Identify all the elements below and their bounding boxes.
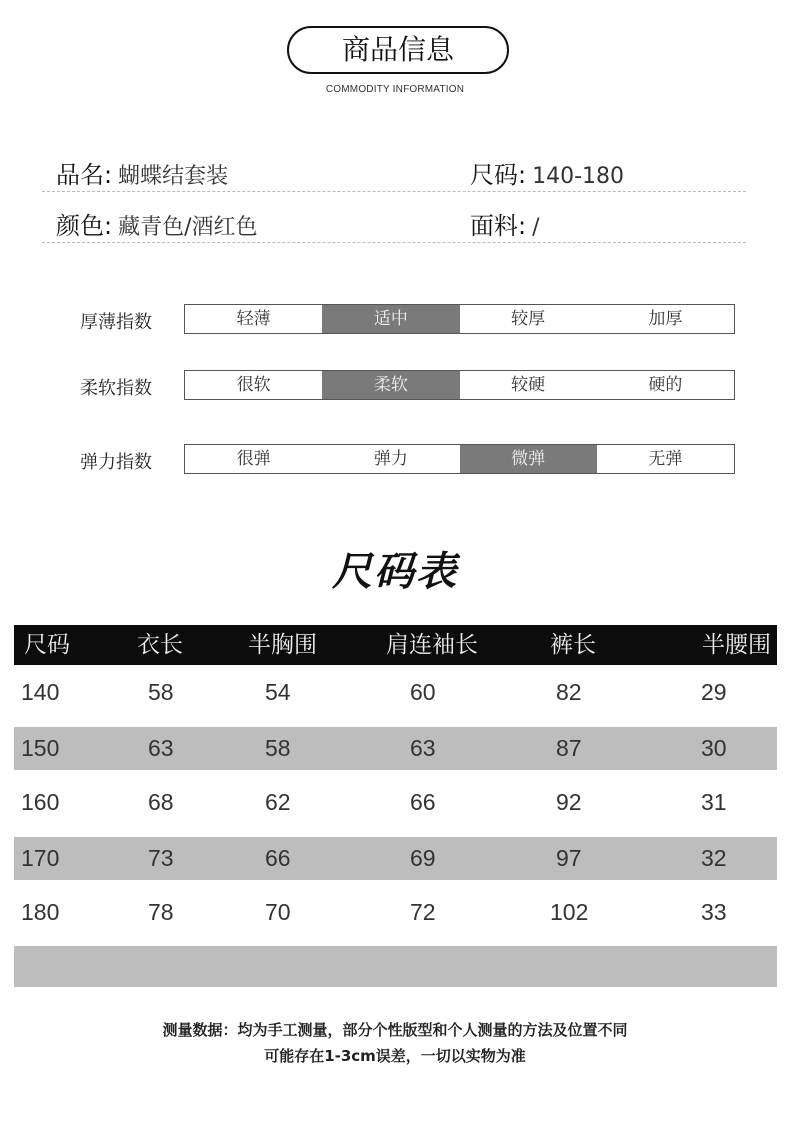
elasticity-option: 微弹 — [460, 445, 597, 473]
product-fabric-value: / — [532, 215, 540, 240]
product-size — [470, 155, 624, 190]
cell-size: 170 — [21, 845, 60, 871]
measurement-note-line2: 可能存在1-3cm误差，一切以实物为准 — [264, 1047, 526, 1065]
section-title-badge — [287, 26, 509, 74]
product-size-value: 140-180 — [532, 164, 625, 189]
table-row — [14, 671, 777, 714]
cell-size: 180 — [21, 899, 60, 925]
cell-pants-length: 97 — [556, 845, 582, 871]
softness-option: 很软 — [236, 375, 271, 395]
thickness-index-scale — [184, 304, 735, 334]
thickness-option: 轻薄 — [236, 309, 271, 329]
softness-index-label: 柔软指数 — [80, 378, 152, 399]
elasticity-index-label: 弹力指数 — [80, 452, 152, 473]
cell-sleeve-length: 60 — [410, 679, 436, 705]
softness-option: 柔软 — [322, 371, 459, 399]
cell-sleeve-length: 69 — [410, 845, 436, 871]
elasticity-option: 弹力 — [373, 449, 408, 469]
product-color-value: 藏青色/酒红色 — [118, 215, 258, 240]
table-row — [14, 837, 777, 880]
cell-length: 68 — [148, 789, 174, 815]
cell-half-chest: 66 — [265, 845, 291, 871]
product-fabric — [470, 206, 540, 241]
product-name-value: 蝴蝶结套装 — [118, 164, 229, 189]
product-name-key: 品名: — [56, 161, 113, 189]
cell-pants-length: 92 — [556, 789, 582, 815]
header-half-chest: 半胸围 — [248, 632, 317, 658]
cell-length: 78 — [148, 899, 174, 925]
cell-half-chest: 58 — [265, 735, 291, 761]
cell-sleeve-length: 72 — [410, 899, 436, 925]
header-length: 衣长 — [137, 632, 183, 658]
softness-index-scale — [184, 370, 735, 400]
cell-sleeve-length: 66 — [410, 789, 436, 815]
size-table-title: 尺码表 — [332, 549, 458, 595]
table-row — [14, 727, 777, 770]
section-title: 商品信息 — [341, 33, 454, 66]
measurement-note-line1: 测量数据：均为手工测量，部分个性版型和个人测量的方法及位置不同 — [162, 1021, 628, 1039]
cell-half-chest: 70 — [265, 899, 291, 925]
header-half-waist: 半腰围 — [702, 632, 771, 658]
header-size: 尺码 — [24, 632, 70, 658]
cell-size: 160 — [21, 789, 60, 815]
cell-half-chest: 54 — [265, 679, 291, 705]
softness-option: 硬的 — [648, 375, 683, 395]
cell-length: 58 — [148, 679, 174, 705]
cell-half-waist: 32 — [701, 845, 727, 871]
info-row-color-fabric — [42, 204, 746, 243]
size-table-header — [14, 625, 777, 665]
thickness-option: 适中 — [322, 305, 459, 333]
cell-half-waist: 33 — [701, 899, 727, 925]
product-color-key: 颜色: — [56, 212, 113, 240]
table-empty-row — [14, 946, 777, 987]
section-subtitle: COMMODITY INFORMATION — [325, 84, 465, 95]
product-fabric-key: 面料: — [470, 212, 527, 240]
thickness-option: 加厚 — [648, 309, 683, 329]
cell-half-waist: 31 — [701, 789, 727, 815]
cell-size: 150 — [21, 735, 60, 761]
cell-pants-length: 82 — [556, 679, 582, 705]
elasticity-option: 无弹 — [648, 449, 683, 469]
cell-half-chest: 62 — [265, 789, 291, 815]
header-pants-length: 裤长 — [550, 632, 596, 658]
cell-length: 73 — [148, 845, 174, 871]
elasticity-index-scale — [184, 444, 735, 474]
cell-half-waist: 29 — [701, 679, 727, 705]
elasticity-option: 很弹 — [236, 449, 271, 469]
cell-half-waist: 30 — [701, 735, 727, 761]
product-size-key: 尺码: — [470, 161, 527, 189]
thickness-index-label: 厚薄指数 — [80, 312, 152, 333]
cell-pants-length: 102 — [550, 899, 589, 925]
product-color — [56, 206, 258, 241]
softness-option: 较硬 — [511, 375, 546, 395]
info-row-name-size — [42, 153, 746, 192]
table-row — [14, 891, 777, 934]
cell-size: 140 — [21, 679, 60, 705]
header-sleeve-length: 肩连袖长 — [386, 632, 478, 658]
product-name — [56, 155, 228, 190]
thickness-option: 较厚 — [511, 309, 546, 329]
cell-sleeve-length: 63 — [410, 735, 436, 761]
cell-pants-length: 87 — [556, 735, 582, 761]
cell-length: 63 — [148, 735, 174, 761]
table-row — [14, 781, 777, 824]
